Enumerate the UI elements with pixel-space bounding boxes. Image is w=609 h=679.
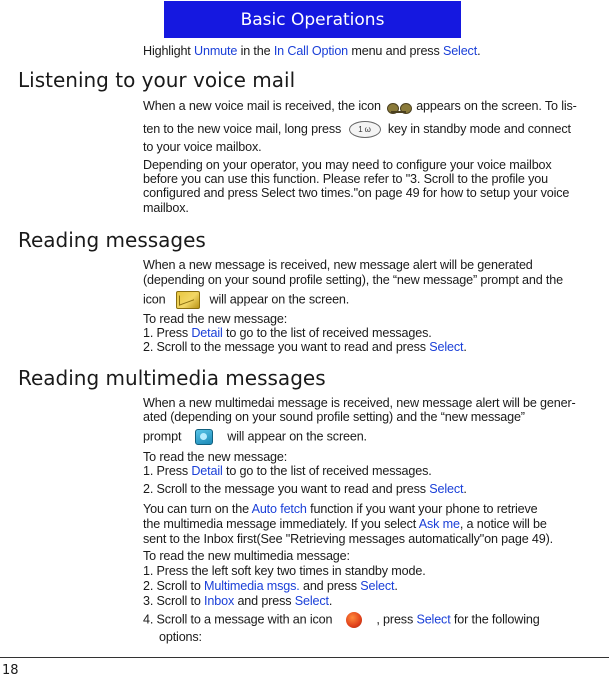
text: 3. Scroll to [143,594,205,608]
mms-para-line3 [143,429,606,445]
mm-step4-continued: options: [159,630,202,644]
text: and press [299,579,361,593]
text: to go to the list of received messages. [222,326,432,340]
multimedia-message-icon [195,429,213,445]
text: to go to the list of received messages. [222,464,432,478]
mms-step2 [143,482,606,497]
mms-para-line1: When a new multimedai message is received, new message alert will be gener- [143,396,576,410]
text: for the following [450,612,540,627]
text: prompt [143,429,182,444]
voicemail-para-line3: to your voice mailbox. [143,140,262,154]
heading-voice-mail: Listening to your voice mail [18,68,296,92]
keyword-ask-me: Ask me [418,517,460,531]
voicemail-para-line2 [143,121,606,138]
text: will appear on the screen. [209,292,350,307]
text: 4. Scroll to a message with an icon [143,612,333,627]
text: . [463,340,467,354]
keyword-inbox: Inbox [204,594,235,608]
autofetch-line2 [143,517,606,532]
messages-step1 [143,326,606,341]
text: the multimedia message immediately. If you select [143,517,419,531]
messages-read-intro: To read the new message: [143,312,288,326]
keyword-select: Select [416,612,451,627]
messages-step2 [143,340,606,355]
text: ten to the new voice mail, long press [143,121,345,136]
keyword-detail: Detail [191,464,223,478]
text: When a new voice mail is received, the icon [143,99,385,113]
text: will appear on the screen. [227,429,367,444]
voicemail-para-line1 [143,99,606,114]
text: icon [143,292,166,307]
text: key in standby mode and connect [384,121,571,136]
mm-step4 [143,612,606,628]
text: menu and press [348,44,443,58]
voicemail-config-line3: configured and press Select two times."on page 49 for how to setup your voice [143,186,570,200]
intro-line [143,44,606,59]
text: , a notice will be [459,517,547,531]
autofetch-line3: sent to the Inbox first(See "Retrieving messages automatically"on page 49). [143,532,554,546]
section-header-banner [164,1,461,38]
messages-para-line2: (depending on your sound profile setting), the “new message” prompt and the [143,273,563,287]
autofetch-line1 [143,502,606,517]
text: 1. Press [143,326,192,340]
heading-reading-multimedia: Reading multimedia messages [18,366,326,390]
text: 2. Scroll to the message you want to read and press [143,482,430,496]
mm-step3 [143,594,606,609]
text: You can turn on the [143,502,252,516]
keyword-select: Select [429,340,464,354]
keyword-detail: Detail [191,326,223,340]
keyword-select: Select [442,44,478,58]
text: 1. Press [143,464,192,478]
text: 2. Scroll to the message you want to read and press [143,340,430,354]
voicemail-icon [386,100,414,114]
page-number: 18 [2,663,19,678]
voicemail-config-line4: mailbox. [143,201,189,215]
mms-read-intro: To read the new message: [143,450,288,464]
new-message-envelope-icon [176,291,200,309]
text: . [394,579,398,593]
mms-para-line2: ated (depending on your sound profile setting) and the “new message” [143,410,525,424]
text: . [463,482,467,496]
mms-message-dot-icon [346,612,362,628]
messages-para-line3 [143,291,606,309]
text: and press [234,594,295,608]
text: appears on the screen. To lis- [416,99,577,113]
text: . [477,44,481,58]
footer-divider [0,657,609,658]
heading-reading-messages: Reading messages [18,228,206,252]
text: in the [237,44,274,58]
voicemail-config-line1: Depending on your operator, you may need to configure your voice mailbox [143,158,552,172]
keyword-auto-fetch: Auto fetch [251,502,307,516]
mm-step2 [143,579,606,594]
mm-step1: 1. Press the left soft key two times in standby mode. [143,564,426,578]
keyword-select: Select [360,579,395,593]
text: Highlight [143,44,195,58]
keyword-select: Select [294,594,329,608]
text: 2. Scroll to [143,579,205,593]
mm-read-intro: To read the new multimedia message: [143,549,350,563]
keyword-unmute: Unmute [194,44,238,58]
text: , press [376,612,417,627]
messages-para-line1: When a new message is received, new message alert will be generated [143,258,533,272]
text: . [328,594,333,608]
text: function if you want your phone to retrieve [306,502,538,516]
mms-step1 [143,464,606,479]
voicemail-config-line2: before you can use this function. Please refer to "3. Scroll to the profile you [143,172,548,186]
section-header-title: Basic Operations [240,9,385,30]
keyword-select: Select [429,482,464,496]
key-1-icon: 1 ω [349,121,381,138]
keyword-in-call-option: In Call Option [273,44,349,58]
keyword-multimedia-msgs: Multimedia msgs. [204,579,300,593]
